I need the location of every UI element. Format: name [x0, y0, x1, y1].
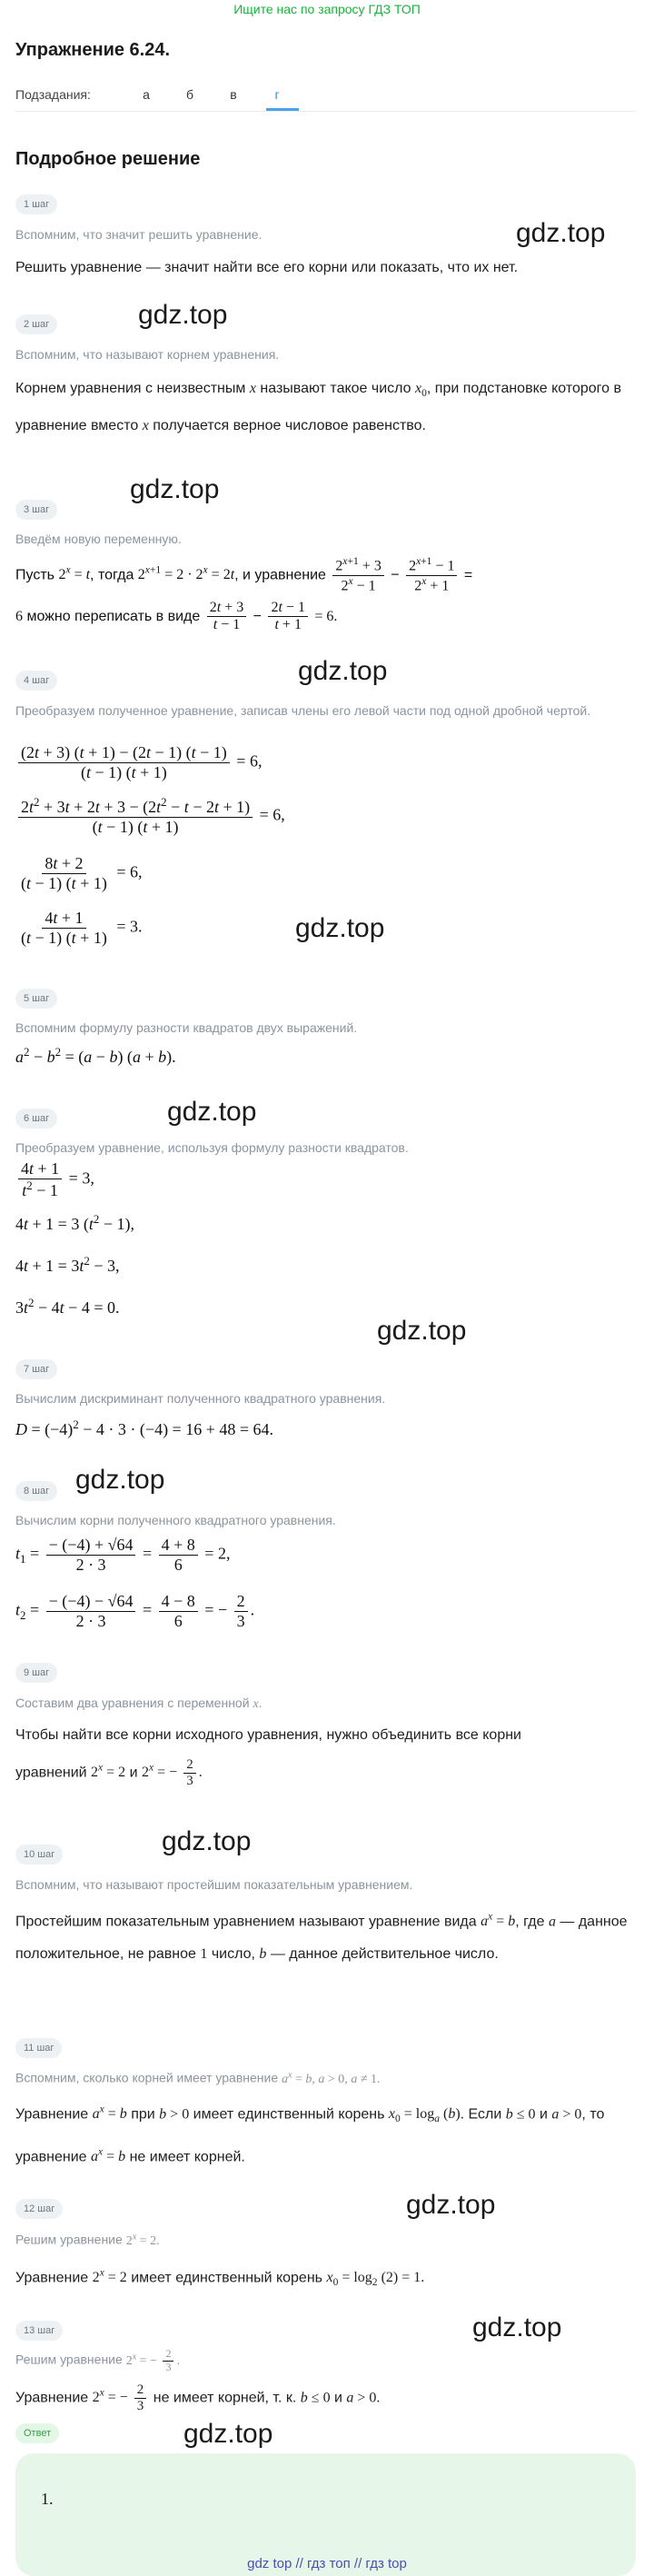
watermark: gdz.top: [472, 2312, 562, 2342]
substitution: Пусть $2^x = t$, тогда $2^{x+1} = 2 \cdot 2^x = 2t$, и уравнение $\frac{2^{x+1} + 3}{2^x - 1}$ − $\frac{2^{x+1} - 1}{2^x + 1}$ =: [15, 556, 473, 594]
step-badge: 1 шаг: [15, 194, 57, 214]
watermark: gdz.top: [138, 300, 228, 330]
watermark: gdz.top: [167, 1097, 257, 1127]
step-hint: Вспомним, что называют корнем уравнения.: [15, 347, 280, 362]
watermark: gdz.top: [162, 1826, 252, 1856]
footer-links[interactable]: gdz top // гдз топ // гдз top: [247, 2556, 407, 2571]
subtasks-label: Подзадания:: [15, 87, 91, 102]
subtasks-nav: [15, 87, 299, 102]
watermark: gdz.top: [130, 474, 220, 504]
step-text: Уравнение $a^x = b$ при b > 0 имеет единственный корень $x_0 = \log_a (b)$. Если b ≤ 0 и a > 0, то уравнение $a^x = b$ не имеет корней.: [15, 2104, 605, 2164]
tab-g[interactable]: г: [255, 87, 299, 102]
answer-badge: Ответ: [15, 2423, 59, 2443]
step-hint: Вспомним формулу разности квадратов двух выражений.: [15, 1020, 358, 1035]
watermark: gdz.top: [377, 1316, 467, 1346]
step-text: Корнем уравнения с неизвестным x называют такое число $x_0$, при подстановке которого в уравнение вместо x получается верное числовое равенство.: [15, 381, 621, 434]
step-badge: 8 шаг: [15, 1481, 57, 1501]
step-badge: 4 шаг: [15, 671, 57, 691]
step-badge: 5 шаг: [15, 989, 57, 1009]
equation: $\frac{4t + 1}{t^2 - 1}$ = 3,: [15, 1159, 94, 1199]
step-badge: 2 шаг: [15, 314, 57, 334]
step-hint: Вычислим корни полученного квадратного уравнения.: [15, 1513, 336, 1527]
step-hint: Решим уравнение $2^x$ = − $\frac{2}{3}$ .: [15, 2347, 180, 2373]
step-badge: 3 шаг: [15, 500, 57, 520]
equation: $4t + 1 = 3t^2 - 3$,: [15, 1254, 120, 1275]
watermark: gdz.top: [183, 2419, 273, 2449]
step-hint: Вычислим дискриминант полученного квадратного уравнения.: [15, 1391, 386, 1406]
equation: $\frac{(2t + 3) (t + 1) - (2t - 1) (t - 1)}{(t - 1) (t + 1)}$ = 6,: [15, 743, 262, 781]
step-hint: Введём новую переменную.: [15, 532, 182, 546]
substitution-cont: 6 можно переписать в виде $\frac{2t + 3}{t - 1}$ − $\frac{2t - 1}{t + 1}$ = 6.: [15, 600, 338, 633]
step-badge: 13 шаг: [15, 2321, 63, 2341]
step-badge: 11 шаг: [15, 2038, 62, 2058]
watermark: gdz.top: [406, 2190, 496, 2220]
page-title: Упражнение 6.24.: [15, 40, 171, 60]
tab-v[interactable]: в: [230, 87, 237, 102]
step-badge: 9 шаг: [15, 1663, 57, 1683]
root-1: $t_1$ = $\frac{- (-4) + √64}{2 \cdot 3}$ = $\frac{4 + 8}{6}$ = 2,: [15, 1536, 231, 1574]
equation: 4t + 1 = 3 $(t^2 - 1)$,: [15, 1212, 134, 1233]
watermark: gdz.top: [295, 913, 385, 943]
equation: $3t^2 - 4t - 4 = 0$.: [15, 1296, 120, 1317]
watermark: gdz.top: [516, 218, 606, 248]
step-hint: Решим уравнение $2^x = 2$.: [15, 2232, 160, 2248]
equation: $\frac{8t + 2}{(t - 1) (t + 1)}$ = 6,: [21, 854, 143, 892]
root-2: $t_2$ = $\frac{- (-4) - √64}{2 \cdot 3}$ = $\frac{4 - 8}{6}$ = − $\frac{2}{3}$ .: [15, 1592, 255, 1630]
step-badge: 6 шаг: [15, 1109, 57, 1129]
step-hint: Вспомним, сколько корней имеет уравнение $a^x = b$, a > 0, a ≠ 1.: [15, 2070, 381, 2086]
step-text: Чтобы найти все корни исходного уравнения, нужно объединить все корни: [15, 1727, 521, 1743]
step-hint: Преобразуем уравнение, используя формулу разности квадратов.: [15, 1140, 409, 1155]
step-badge: 7 шаг: [15, 1359, 57, 1379]
tab-a[interactable]: а: [143, 87, 150, 102]
formula: $a^2 - b^2 = (a - b) (a + b)$.: [15, 1045, 176, 1066]
step-text: Уравнение $2^x$ = − $\frac{2}{3}$ не имеет корней, т. к. b ≤ 0 и a > 0.: [15, 2382, 381, 2414]
tab-b[interactable]: б: [185, 87, 194, 102]
divider: [15, 111, 636, 112]
watermark: gdz.top: [298, 656, 388, 686]
step-text: Решить уравнение — значит найти все его корни или показать, что их нет.: [15, 260, 519, 275]
step-hint: Вспомним, что значит решить уравнение.: [15, 227, 263, 242]
step-hint: Преобразуем полученное уравнение, записав члены его левой части под одной дробной чертой.: [15, 703, 591, 718]
step-hint: Составим два уравнения с переменной x.: [15, 1696, 263, 1711]
search-banner[interactable]: Ищите нас по запросу ГДЗ ТОП: [233, 2, 421, 16]
step-hint: Вспомним, что называют простейшим показательным уравнением.: [15, 1877, 413, 1892]
solution-title: Подробное решение: [15, 149, 201, 169]
watermark: gdz.top: [75, 1465, 165, 1495]
discriminant: $D = (-4)^2 - 4 \cdot 3 \cdot (-4) = 16 + 48 = 64$.: [15, 1417, 274, 1438]
step-text: Уравнение $2^x = 2$ имеет единственный корень $x_0 = \log_2 (2) = 1$.: [15, 2268, 425, 2289]
step-badge: 12 шаг: [15, 2199, 63, 2219]
step-text: уравнений $2^x = 2$ и $2^x$ = − $\frac{2}{3}$ .: [15, 1756, 203, 1789]
step-badge: 10 шаг: [15, 1845, 63, 1865]
step-text: Простейшим показательным уравнением называют уравнение вида $a^x = b$, где a — данное положительное, не равное 1 число, b — данное действительное число.: [15, 1912, 628, 1963]
answer-value: 1.: [41, 2490, 54, 2508]
equation: $\frac{2t^2 + 3t + 2t + 3 - (2t^2 - t - 2t + 1)}{(t - 1) (t + 1)}$ = 6,: [15, 796, 285, 836]
equation: $\frac{4t + 1}{(t - 1) (t + 1)}$ = 3.: [21, 909, 143, 947]
